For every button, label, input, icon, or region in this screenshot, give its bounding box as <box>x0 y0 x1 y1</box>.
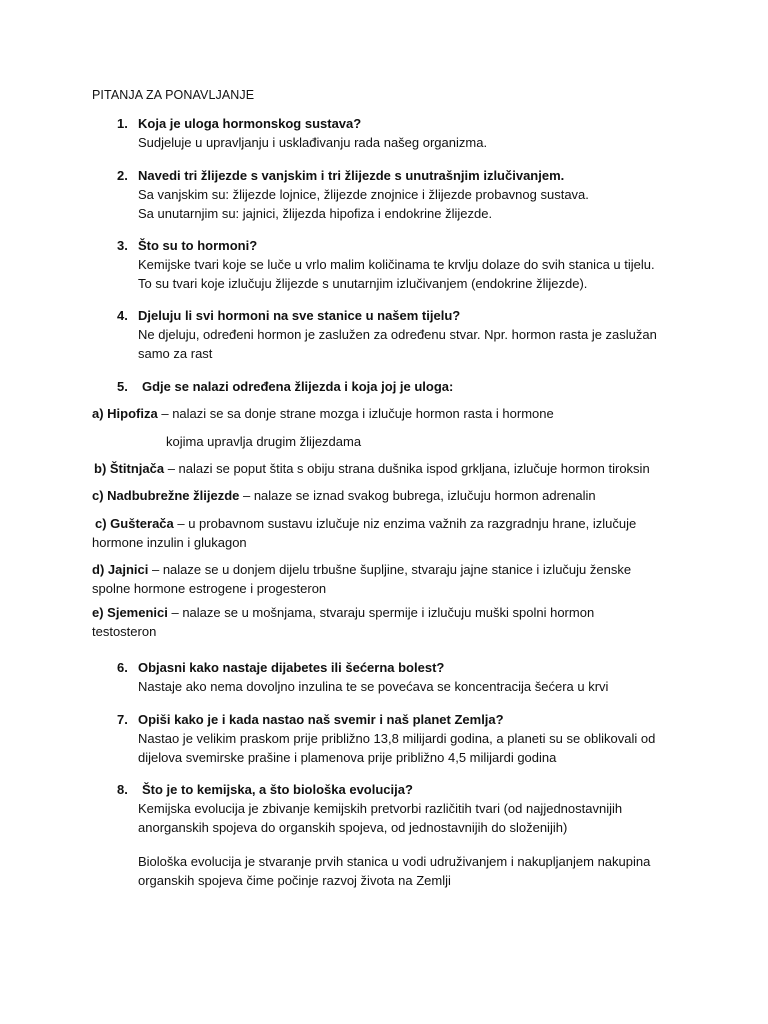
question-number: 4. <box>117 308 128 323</box>
gland-label: c) Gušterača <box>95 516 174 531</box>
gland-item-stitnjaca <box>94 459 664 478</box>
question-number: 2. <box>117 168 128 183</box>
gland-item-gusteraca <box>92 514 662 552</box>
question-number: 6. <box>117 660 128 675</box>
answer-line: Ne djeluju, određeni hormon je zaslužen za određenu stvar. Npr. hormon rasta je zaslužan <box>138 327 657 342</box>
answer-line: Nastaje ako nema dovoljno inzulina te se povećava se koncentracija šećera u krvi <box>138 679 609 694</box>
question-number: 7. <box>117 712 128 727</box>
answer-line: To su tvari koje izlučuju žlijezde s unutarnjim izlučivanjem (endokrine žlijezde). <box>138 276 588 291</box>
question-text: Gdje se nalazi određena žlijezda i koja joj je uloga: <box>142 379 454 394</box>
answer-line: organskih spojeva čime počinje razvoj života na Zemlji <box>138 873 451 888</box>
question-number: 3. <box>117 238 128 253</box>
answer-line: Sudjeluje u upravljanju i usklađivanju rada našeg organizma. <box>138 135 488 150</box>
gland-label: e) Sjemenici <box>92 605 168 620</box>
gland-item-continuation: kojima upravlja drugim žlijezdama <box>166 434 362 449</box>
gland-label: c) Nadbubrežne žlijezde <box>92 488 240 503</box>
gland-item-jajnici <box>92 560 662 598</box>
question-text: Što su to hormoni? <box>138 238 258 253</box>
gland-label: d) Jajnici <box>92 562 149 577</box>
answer-line: Sa unutarnjim su: jajnici, žlijezda hipofiza i endokrine žlijezde. <box>138 206 493 221</box>
question-text: Koja je uloga hormonskog sustava? <box>138 116 362 131</box>
answer-line: Nastao je velikim praskom prije približno 13,8 milijardi godina, a planeti su se oblikovali od <box>138 731 656 746</box>
question-text: Navedi tri žlijezde s vanjskim i tri žlijezde s unutrašnjim izlučivanjem. <box>138 168 565 183</box>
gland-text: – nalaze se u mošnjama, stvaraju spermije i izlučuju muški spolni hormon testosteron <box>92 605 595 639</box>
question-number: 1. <box>117 116 128 131</box>
answer-line: Biološka evolucija je stvaranje prvih stanica u vodi udruživanjem i nakupljanjem nakupina <box>138 854 651 869</box>
question-text: Djeluju li svi hormoni na sve stanice u našem tijelu? <box>138 308 461 323</box>
answer-line: Kemijske tvari koje se luče u vrlo malim količinama te krvlju dolaze do svih stanica u tijelu. <box>138 257 655 272</box>
document-title: PITANJA ZA PONAVLJANJE <box>92 88 255 102</box>
gland-label: b) Štitnjača <box>94 461 165 476</box>
gland-item-hipofiza <box>92 404 662 423</box>
answer-line: Kemijska evolucija je zbivanje kemijskih pretvorbi različitih tvari (od najjednostavnijih <box>138 801 623 816</box>
question-number: 5. <box>117 379 128 394</box>
gland-text: – nalaze se u donjem dijelu trbušne šupljine, stvaraju jajne stanice i izlučuju ženske spolne hormone estrogene i progesteron <box>92 562 632 596</box>
answer-line: samo za rast <box>138 346 213 361</box>
gland-label: a) Hipofiza <box>92 406 158 421</box>
gland-item-sjemenici <box>92 603 662 641</box>
answer-line: Sa vanjskim su: žlijezde lojnice, žlijezde znojnice i žlijezde probavnog sustava. <box>138 187 589 202</box>
question-number: 8. <box>117 782 128 797</box>
question-text: Što je to kemijska, a što biološka evolucija? <box>142 782 413 797</box>
gland-text: – u probavnom sustavu izlučuje niz enzima važnih za razgradnju hrane, izlučuje hormone inzulin i glukagon <box>92 516 637 550</box>
question-text: Opiši kako je i kada nastao naš svemir i naš planet Zemlja? <box>138 712 504 727</box>
answer-line: dijelova svemirske prašine i plamenova prije približno 4,5 milijardi godina <box>138 750 557 765</box>
answer-line: anorganskih spojeva do organskih spojeva, od jednostavnijih do složenijih) <box>138 820 568 835</box>
gland-text: – nalazi se sa donje strane mozga i izlučuje hormon rasta i hormone <box>157 406 554 421</box>
gland-text: – nalazi se poput štita s obiju strana dušnika ispod grkljana, izlučuje hormon tiroksin <box>164 461 650 476</box>
question-text: Objasni kako nastaje dijabetes ili šećerna bolest? <box>138 660 445 675</box>
gland-item-nadbubrezne <box>92 486 662 505</box>
gland-text: – nalaze se iznad svakog bubrega, izlučuju hormon adrenalin <box>239 488 596 503</box>
